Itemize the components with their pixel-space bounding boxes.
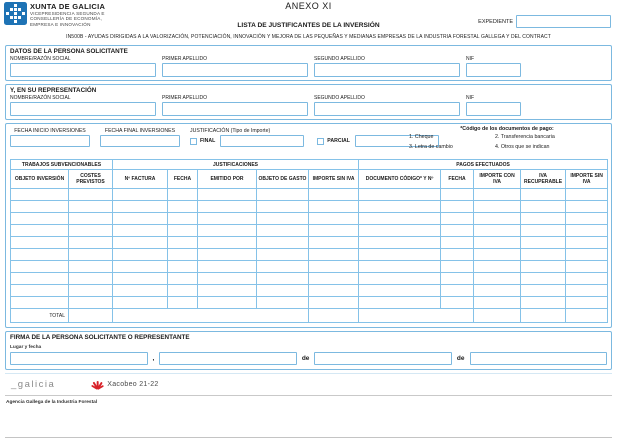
col-objeto-gasto: OBJETO DE GASTO xyxy=(257,170,309,189)
table-cell[interactable] xyxy=(309,237,359,249)
solicitante-fields xyxy=(6,56,611,80)
table-cell[interactable] xyxy=(359,261,441,273)
nombre-representante-input[interactable] xyxy=(10,102,156,116)
field-nif-solicitante xyxy=(466,56,521,77)
table-cell[interactable] xyxy=(11,261,69,273)
table-cell[interactable] xyxy=(359,237,441,249)
field-segundo-apellido-solicitante xyxy=(314,56,460,77)
page-title: LISTA DE JUSTIFICANTES DE LA INVERSIÓN xyxy=(237,22,380,29)
table-cell[interactable] xyxy=(359,249,441,261)
final-importe-input[interactable] xyxy=(220,135,304,147)
footer xyxy=(5,373,612,405)
agency-name: Agencia Gallega de la Industria Forestal xyxy=(6,400,98,405)
expediente-input[interactable] xyxy=(516,15,611,28)
table-cell[interactable] xyxy=(257,261,309,273)
table-cell[interactable] xyxy=(474,237,521,249)
table-cell[interactable] xyxy=(359,297,441,309)
table-cell[interactable] xyxy=(69,297,113,309)
col-fecha-factura: FECHA xyxy=(168,170,198,189)
table-cell[interactable] xyxy=(113,213,168,225)
table-cell[interactable] xyxy=(309,249,359,261)
table-cell[interactable] xyxy=(113,261,168,273)
table-cell[interactable] xyxy=(113,285,168,297)
table-cell[interactable] xyxy=(69,225,113,237)
table-cell[interactable] xyxy=(69,261,113,273)
nif-solicitante-input[interactable] xyxy=(466,63,521,77)
justificacion-label: JUSTIFICACIÓN (Tipo de Importe) xyxy=(190,128,271,134)
table-cell[interactable] xyxy=(198,201,257,213)
justificacion-group xyxy=(190,126,439,147)
table-cell[interactable] xyxy=(69,285,113,297)
table-cell[interactable] xyxy=(309,189,359,201)
brand-subtitle-line3: EMPRESA E INNOVACIÓN xyxy=(30,21,91,27)
table-cell[interactable] xyxy=(168,297,198,309)
table-cell[interactable] xyxy=(69,273,113,285)
primer-apellido-representante-input[interactable] xyxy=(162,102,308,116)
nombre-label: NOMBRE/RAZÓN SOCIAL xyxy=(10,56,71,62)
fecha-inicio-label: FECHA INICIO INVERSIONES xyxy=(14,128,86,134)
table-cell[interactable] xyxy=(11,297,69,309)
table-cell[interactable] xyxy=(359,213,441,225)
xacobeo-logo xyxy=(91,378,158,392)
table-cell[interactable] xyxy=(257,249,309,261)
representacion-fields xyxy=(6,95,611,119)
section-inversiones xyxy=(5,123,612,328)
col-documento-codigo: DOCUMENTO CÓDIGO* Y Nº xyxy=(359,170,441,189)
galicia-logo-text: galicia xyxy=(17,379,56,390)
segundo-apellido-label: SEGUNDO APELLIDO xyxy=(314,56,365,62)
table-cell[interactable] xyxy=(521,189,566,201)
field-fecha-inicio xyxy=(10,126,90,147)
table-cell[interactable] xyxy=(521,237,566,249)
table-cell[interactable] xyxy=(566,297,608,309)
codigo-pago-items xyxy=(409,134,605,150)
table-row xyxy=(11,285,608,297)
total-costes-cell[interactable] xyxy=(69,309,113,323)
segundo-apellido-solicitante-input[interactable] xyxy=(314,63,460,77)
total-label: TOTAL xyxy=(11,309,69,323)
table-cell[interactable] xyxy=(521,249,566,261)
table-cell[interactable] xyxy=(359,201,441,213)
table-cell[interactable] xyxy=(257,237,309,249)
table-cell[interactable] xyxy=(566,261,608,273)
table-cell[interactable] xyxy=(11,213,69,225)
de-separator-1: de xyxy=(301,355,310,362)
codigo-item-transferencia: 2. Transferencia bancaria xyxy=(495,134,555,140)
field-fecha-final xyxy=(100,126,180,147)
field-primer-apellido-representante xyxy=(162,95,308,116)
table-cell[interactable] xyxy=(257,189,309,201)
representacion-title: Y, EN SU REPRESENTACIÓN xyxy=(10,87,97,94)
table-row xyxy=(11,237,608,249)
segundo-apellido-representante-input[interactable] xyxy=(314,102,460,116)
table-cell[interactable] xyxy=(257,213,309,225)
table-cell[interactable] xyxy=(441,261,474,273)
fecha-inicio-input[interactable] xyxy=(10,135,90,147)
table-cell[interactable] xyxy=(257,201,309,213)
table-cell[interactable] xyxy=(566,213,608,225)
section-solicitante xyxy=(5,45,612,81)
table-cell[interactable] xyxy=(474,201,521,213)
table-cell[interactable] xyxy=(441,201,474,213)
xacobeo-text: Xacobeo 21-22 xyxy=(107,381,159,388)
table-cell[interactable] xyxy=(521,261,566,273)
table-row xyxy=(11,189,608,201)
primer-apellido-solicitante-input[interactable] xyxy=(162,63,308,77)
table-cell[interactable] xyxy=(11,285,69,297)
table-body xyxy=(11,189,608,309)
parcial-checkbox[interactable] xyxy=(317,138,324,145)
table-cell[interactable] xyxy=(168,261,198,273)
table-row xyxy=(11,273,608,285)
ano-input[interactable] xyxy=(470,352,608,365)
table-cell[interactable] xyxy=(474,189,521,201)
field-nif-representante xyxy=(466,95,521,116)
table-cell[interactable] xyxy=(69,213,113,225)
table-cell[interactable] xyxy=(566,249,608,261)
field-segundo-apellido-representante xyxy=(314,95,460,116)
firma-inputs-row xyxy=(10,352,607,365)
table-cell[interactable] xyxy=(168,285,198,297)
inversiones-top-row xyxy=(10,126,607,157)
justificacion-options xyxy=(190,135,439,147)
xacobeo-shell-icon xyxy=(91,378,104,392)
segundo-apellido-label: SEGUNDO APELLIDO xyxy=(314,95,365,101)
table-row xyxy=(11,249,608,261)
table-cell[interactable] xyxy=(474,261,521,273)
expediente-label: EXPEDIENTE xyxy=(478,18,513,25)
col-costes-previstos: COSTES PREVISTOS xyxy=(69,170,113,189)
col-emitido-por: EMITIDO POR xyxy=(198,170,257,189)
lugar-fecha-label: Lugar y fecha xyxy=(10,345,42,350)
table-cell[interactable] xyxy=(521,285,566,297)
nif-label: NIF xyxy=(466,56,475,62)
table-cell[interactable] xyxy=(198,213,257,225)
mes-input[interactable] xyxy=(314,352,452,365)
field-nombre-solicitante xyxy=(10,56,156,77)
dia-input[interactable] xyxy=(159,352,297,365)
galicia-logo xyxy=(11,379,55,390)
table-cell[interactable] xyxy=(441,213,474,225)
total-spacer-cell xyxy=(113,309,309,323)
table-cell[interactable] xyxy=(257,225,309,237)
table-cell[interactable] xyxy=(113,237,168,249)
header xyxy=(0,0,617,44)
table-cell[interactable] xyxy=(11,201,69,213)
nombre-solicitante-input[interactable] xyxy=(10,63,156,77)
codigo-item-cheque: 1. Cheque xyxy=(409,134,434,140)
table-cell[interactable] xyxy=(521,297,566,309)
galicia-logo-dash: _ xyxy=(11,379,18,390)
codigo-pago-title: *Código de los documentos de pago: xyxy=(460,126,554,132)
expediente-group xyxy=(478,15,611,28)
col-fecha-pago: FECHA xyxy=(441,170,474,189)
table-cell[interactable] xyxy=(168,201,198,213)
table-cell[interactable] xyxy=(474,249,521,261)
table-cell[interactable] xyxy=(168,249,198,261)
group-pagos: PAGOS EFECTUADOS xyxy=(359,160,608,170)
table-cell[interactable] xyxy=(11,249,69,261)
table-cell[interactable] xyxy=(441,273,474,285)
table-cell[interactable] xyxy=(474,213,521,225)
section-representacion xyxy=(5,84,612,120)
table-cell[interactable] xyxy=(309,297,359,309)
table-cell[interactable] xyxy=(11,237,69,249)
group-trabajos: TRABAJOS SUBVENCIONABLES xyxy=(11,160,113,170)
table-cell[interactable] xyxy=(69,189,113,201)
fecha-final-input[interactable] xyxy=(100,135,180,147)
table-cell[interactable] xyxy=(198,225,257,237)
table-cell[interactable] xyxy=(521,273,566,285)
table-row xyxy=(11,213,608,225)
footer-logos xyxy=(5,374,612,395)
firma-title: FIRMA DE LA PERSONA SOLICITANTE O REPRESENTANTE xyxy=(10,334,190,341)
table-cell[interactable] xyxy=(309,285,359,297)
table-cell[interactable] xyxy=(521,225,566,237)
table-cell[interactable] xyxy=(441,225,474,237)
table-cell[interactable] xyxy=(69,249,113,261)
table-cell[interactable] xyxy=(168,273,198,285)
table-cell[interactable] xyxy=(474,273,521,285)
justificantes-table xyxy=(10,159,608,323)
comma-separator: , xyxy=(152,355,155,362)
table-cell[interactable] xyxy=(309,201,359,213)
codigo-item-otros: 4. Otros que se indican xyxy=(495,144,550,150)
table-cell[interactable] xyxy=(69,201,113,213)
table-cell[interactable] xyxy=(257,297,309,309)
table-cell[interactable] xyxy=(441,237,474,249)
table-cell[interactable] xyxy=(113,297,168,309)
table-cell[interactable] xyxy=(168,237,198,249)
anexo-label: ANEXO XI xyxy=(285,1,332,11)
nombre-label: NOMBRE/RAZÓN SOCIAL xyxy=(10,95,71,101)
table-cell[interactable] xyxy=(521,201,566,213)
total-importe-sin-iva-just-cell[interactable] xyxy=(309,309,359,323)
primer-apellido-label: PRIMER APELLIDO xyxy=(162,56,208,62)
table-cell[interactable] xyxy=(474,225,521,237)
table-cell[interactable] xyxy=(566,225,608,237)
table-cell[interactable] xyxy=(521,213,566,225)
col-iva-recuperable: IVA RECUPERABLE xyxy=(521,170,566,189)
table-cell[interactable] xyxy=(198,189,257,201)
col-objeto-inversion: OBJETO INVERSIÓN xyxy=(11,170,69,189)
brand-title: XUNTA DE GALICIA xyxy=(30,2,106,11)
table-cell[interactable] xyxy=(566,201,608,213)
col-num-factura: Nº FACTURA xyxy=(113,170,168,189)
field-primer-apellido-solicitante xyxy=(162,56,308,77)
codigo-item-letra: 3. Letra de cambio xyxy=(409,144,453,150)
table-cell[interactable] xyxy=(566,189,608,201)
table-cell[interactable] xyxy=(257,273,309,285)
table-cell[interactable] xyxy=(168,225,198,237)
table-cell[interactable] xyxy=(198,273,257,285)
lugar-input[interactable] xyxy=(10,352,148,365)
table-cell[interactable] xyxy=(474,297,521,309)
table-cell[interactable] xyxy=(198,297,257,309)
brand-subtitle-line1: VICEPRESIDENCIA SEGUNDA E xyxy=(30,11,105,16)
total-spacer-cell-2 xyxy=(359,309,474,323)
table-cell[interactable] xyxy=(309,273,359,285)
final-checkbox[interactable] xyxy=(190,138,197,145)
table-foot xyxy=(11,309,608,323)
codigo-pago-legend xyxy=(409,126,605,150)
table-cell[interactable] xyxy=(198,285,257,297)
col-importe-sin-iva-pago: IMPORTE SIN IVA xyxy=(566,170,608,189)
table-cell[interactable] xyxy=(566,237,608,249)
table-cell[interactable] xyxy=(309,261,359,273)
field-nombre-representante xyxy=(10,95,156,116)
total-importe-sin-iva-pago-cell[interactable] xyxy=(566,309,608,323)
table-cell[interactable] xyxy=(257,285,309,297)
section-firma xyxy=(5,331,612,370)
fecha-final-label: FECHA FINAL INVERSIONES xyxy=(104,128,176,134)
table-cell[interactable] xyxy=(441,297,474,309)
table-cell[interactable] xyxy=(113,249,168,261)
table-cell[interactable] xyxy=(69,237,113,249)
procedure-subtitle: IN500B - AYUDAS DIRIGIDAS A LA VALORIZACIÓN, POTENCIACIÓN, INNOVACIÓN Y MEJORA DE LAS PEQUEÑAS Y MEDIANAS EMPRESAS DE LA INDUSTRIA FORESTAL GALLEGA Y DEL CONTRACT xyxy=(66,34,551,40)
table-cell[interactable] xyxy=(113,201,168,213)
table-cell[interactable] xyxy=(359,285,441,297)
table-cell[interactable] xyxy=(566,285,608,297)
table-cell[interactable] xyxy=(198,237,257,249)
table-cell[interactable] xyxy=(198,249,257,261)
table-cell[interactable] xyxy=(168,213,198,225)
nif-representante-input[interactable] xyxy=(466,102,521,116)
table-cell[interactable] xyxy=(441,249,474,261)
table-row xyxy=(11,297,608,309)
table-cell[interactable] xyxy=(11,273,69,285)
table-row xyxy=(11,261,608,273)
table-cell[interactable] xyxy=(309,225,359,237)
table-cell[interactable] xyxy=(441,189,474,201)
bottom-divider xyxy=(5,437,612,438)
de-separator-2: de xyxy=(456,355,465,362)
table-cell[interactable] xyxy=(474,285,521,297)
table-cell[interactable] xyxy=(359,189,441,201)
table-cell[interactable] xyxy=(113,189,168,201)
table-head xyxy=(11,160,608,189)
table-row xyxy=(11,225,608,237)
table-cell[interactable] xyxy=(309,213,359,225)
table-cell[interactable] xyxy=(359,273,441,285)
firma-body xyxy=(6,342,611,369)
col-importe-sin-iva-just: IMPORTE SIN IVA xyxy=(309,170,359,189)
table-row xyxy=(11,201,608,213)
table-cell[interactable] xyxy=(11,225,69,237)
parcial-label: PARCIAL xyxy=(327,138,350,144)
brand-subtitle-line2: CONSELLERÍA DE ECONOMÍA, xyxy=(30,16,102,22)
total-importe-con-iva-cell[interactable] xyxy=(474,309,521,323)
table-group-row xyxy=(11,160,608,170)
table-cell[interactable] xyxy=(168,189,198,201)
final-label: FINAL xyxy=(200,138,216,144)
table-cell[interactable] xyxy=(566,273,608,285)
col-importe-con-iva: IMPORTE CON IVA xyxy=(474,170,521,189)
table-cell[interactable] xyxy=(198,261,257,273)
total-row xyxy=(11,309,608,323)
table-header-row xyxy=(11,170,608,189)
table-cell[interactable] xyxy=(359,225,441,237)
total-iva-recuperable-cell[interactable] xyxy=(521,309,566,323)
table-cell[interactable] xyxy=(113,273,168,285)
group-justificaciones: JUSTIFICACIONES xyxy=(113,160,359,170)
solicitante-title: DATOS DE LA PERSONA SOLICITANTE xyxy=(10,48,128,55)
nif-label: NIF xyxy=(466,95,475,101)
table-cell[interactable] xyxy=(113,225,168,237)
primer-apellido-label: PRIMER APELLIDO xyxy=(162,95,208,101)
table-cell[interactable] xyxy=(441,285,474,297)
table-cell[interactable] xyxy=(11,189,69,201)
